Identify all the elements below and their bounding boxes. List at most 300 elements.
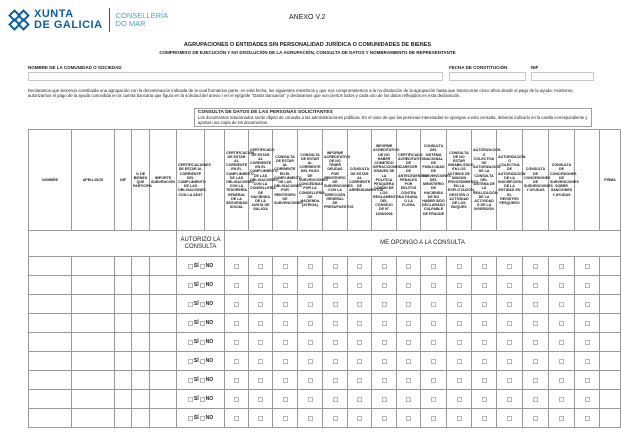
- oppose-checkbox-cell: [472, 295, 497, 314]
- oppose-checkbox-cell: [497, 333, 523, 352]
- col-consult-5: CONSULTA DE ESTAR AL CORRIENTE EN EL CUMPLIMIENTO DE LAS OBLIGACIONES POR REINTEGRO DE SUBVENCIONES: [273, 130, 298, 231]
- oppose-checkbox[interactable]: [533, 264, 538, 269]
- oppose-checkbox[interactable]: [357, 397, 362, 402]
- oppose-checkbox-cell: [472, 371, 497, 390]
- oppose-checkbox-cell: [273, 390, 298, 409]
- member-field-cell[interactable]: [115, 314, 132, 333]
- oppose-checkbox[interactable]: [559, 302, 564, 307]
- oppose-checkbox[interactable]: [533, 378, 538, 383]
- col-consult-8: CONSULTA DE ESTAR AL CORRIENTE DE ARRENDAMIENTOS: [348, 130, 372, 231]
- oppose-checkbox[interactable]: [559, 416, 564, 421]
- member-field-cell[interactable]: [132, 333, 150, 352]
- table-row: [29, 295, 621, 314]
- no-label: NO: [205, 338, 214, 345]
- form-subtitle: COMPROMISO DE EJECUCIÓN Y NO DISOLUCIÓN DE LA AGRUPACIÓN, CONSULTA DE DATOS Y NOMBRAMIENTO DE REPRESENTANTE: [159, 50, 456, 55]
- oppose-checkbox[interactable]: [308, 359, 313, 364]
- oppose-checkbox[interactable]: [333, 378, 338, 383]
- oppose-checkbox[interactable]: [283, 283, 288, 288]
- member-field-cell[interactable]: [72, 276, 115, 295]
- no-checkbox[interactable]: [200, 321, 205, 326]
- oppose-checkbox-cell: [372, 409, 397, 428]
- oppose-checkbox-cell: [600, 333, 621, 352]
- oppose-checkbox-cell: [497, 371, 523, 390]
- oppose-checkbox-cell: [575, 409, 600, 428]
- oppose-checkbox-cell: [372, 257, 397, 276]
- oppose-checkbox-cell: [372, 352, 397, 371]
- oppose-checkbox[interactable]: [482, 416, 487, 421]
- table-row: [29, 314, 621, 333]
- oppose-checkbox-cell: [348, 409, 372, 428]
- oppose-checkbox-cell: [397, 390, 421, 409]
- oppose-checkbox[interactable]: [482, 302, 487, 307]
- oppose-checkbox[interactable]: [357, 359, 362, 364]
- oppose-checkbox[interactable]: [507, 378, 512, 383]
- oppose-checkbox[interactable]: [457, 378, 462, 383]
- oppose-checkbox[interactable]: [585, 302, 590, 307]
- oppose-checkbox[interactable]: [333, 302, 338, 307]
- oppose-checkbox[interactable]: [406, 340, 411, 345]
- oppose-checkbox[interactable]: [431, 302, 436, 307]
- oppose-checkbox-cell: [273, 276, 298, 295]
- oppose-checkbox[interactable]: [382, 321, 387, 326]
- oppose-checkbox[interactable]: [507, 302, 512, 307]
- oppose-checkbox-cell: [447, 276, 472, 295]
- oppose-checkbox[interactable]: [457, 283, 462, 288]
- oppose-checkbox[interactable]: [406, 378, 411, 383]
- oppose-checkbox-cell: [323, 352, 348, 371]
- oppose-checkbox[interactable]: [559, 397, 564, 402]
- oppose-checkbox[interactable]: [533, 397, 538, 402]
- member-field-cell[interactable]: [29, 314, 72, 333]
- oppose-checkbox[interactable]: [507, 340, 512, 345]
- oppose-checkbox[interactable]: [357, 283, 362, 288]
- oppose-checkbox[interactable]: [482, 321, 487, 326]
- oppose-checkbox[interactable]: [382, 397, 387, 402]
- consent-description: Los documentos relacionados serán objeto de consulta a las administraciones públicas. En el caso de que las personas interesadas se opongan a esta consulta, deberán indicarlo en la casilla correspondiente y aportar una copia de los documentos.: [198, 115, 588, 125]
- member-field-cell[interactable]: [29, 295, 72, 314]
- member-field-cell[interactable]: [115, 409, 132, 428]
- oppose-checkbox-cell: [497, 409, 523, 428]
- oppose-checkbox-cell: [225, 409, 249, 428]
- member-field-cell[interactable]: [72, 257, 115, 276]
- no-label: NO: [205, 262, 214, 269]
- member-field-cell[interactable]: [132, 295, 150, 314]
- oppose-checkbox-cell: [298, 333, 323, 352]
- oppose-checkbox-cell: [421, 333, 447, 352]
- member-field-cell[interactable]: [29, 257, 72, 276]
- oppose-checkbox[interactable]: [507, 397, 512, 402]
- member-field-cell[interactable]: [115, 352, 132, 371]
- member-field-cell[interactable]: [150, 371, 177, 390]
- oppose-checkbox[interactable]: [308, 264, 313, 269]
- oppose-checkbox-cell: [472, 409, 497, 428]
- member-field-cell[interactable]: [115, 295, 132, 314]
- oppose-checkbox[interactable]: [559, 378, 564, 383]
- oppose-checkbox-cell: [323, 333, 348, 352]
- oppose-checkbox[interactable]: [382, 359, 387, 364]
- oppose-checkbox[interactable]: [457, 264, 462, 269]
- oppose-checkbox[interactable]: [457, 397, 462, 402]
- member-field-cell[interactable]: [29, 276, 72, 295]
- oppose-checkbox-cell: [549, 295, 575, 314]
- oppose-checkbox[interactable]: [457, 416, 462, 421]
- member-field-cell[interactable]: [150, 276, 177, 295]
- col-amount: IMPORTE SUBVENCIÓN: [150, 130, 177, 231]
- member-field-cell[interactable]: [132, 314, 150, 333]
- yes-checkbox[interactable]: [188, 397, 193, 402]
- member-field-cell[interactable]: [150, 409, 177, 428]
- department-line1: CONSELLERÍA: [115, 10, 169, 20]
- form-header: [0, 0, 615, 55]
- oppose-checkbox[interactable]: [406, 283, 411, 288]
- yes-checkbox[interactable]: [188, 378, 193, 383]
- oppose-checkbox-cell: [549, 371, 575, 390]
- oppose-checkbox[interactable]: [333, 416, 338, 421]
- oppose-checkbox[interactable]: [382, 302, 387, 307]
- member-field-cell[interactable]: [132, 409, 150, 428]
- oppose-checkbox-cell: [472, 352, 497, 371]
- oppose-checkbox-cell: [421, 371, 447, 390]
- oppose-checkbox[interactable]: [283, 416, 288, 421]
- oppose-checkbox[interactable]: [585, 416, 590, 421]
- oppose-checkbox[interactable]: [457, 359, 462, 364]
- oppose-checkbox[interactable]: [234, 378, 239, 383]
- oppose-checkbox[interactable]: [406, 302, 411, 307]
- oppose-checkbox-cell: [421, 352, 447, 371]
- oppose-checkbox[interactable]: [431, 359, 436, 364]
- oppose-checkbox[interactable]: [482, 378, 487, 383]
- oppose-checkbox[interactable]: [283, 359, 288, 364]
- member-field-cell[interactable]: [72, 352, 115, 371]
- oppose-checkbox[interactable]: [258, 397, 263, 402]
- member-field-cell[interactable]: [72, 295, 115, 314]
- oppose-checkbox[interactable]: [308, 378, 313, 383]
- oppose-checkbox[interactable]: [308, 302, 313, 307]
- oppose-checkbox-cell: [372, 390, 397, 409]
- oppose-checkbox[interactable]: [333, 340, 338, 345]
- oppose-checkbox[interactable]: [585, 321, 590, 326]
- oppose-checkbox[interactable]: [406, 321, 411, 326]
- oppose-checkbox[interactable]: [482, 340, 487, 345]
- oppose-checkbox-cell: [348, 352, 372, 371]
- oppose-checkbox-cell: [497, 390, 523, 409]
- constitution-date-field[interactable]: [449, 72, 526, 81]
- oppose-checkbox-cell: [575, 295, 600, 314]
- oppose-checkbox[interactable]: [283, 340, 288, 345]
- oppose-checkbox[interactable]: [234, 264, 239, 269]
- col-nombre: NOMBRE: [29, 130, 72, 231]
- member-field-cell[interactable]: [115, 257, 132, 276]
- no-checkbox[interactable]: [200, 378, 205, 383]
- oppose-checkbox-cell: [421, 390, 447, 409]
- oppose-checkbox-cell: [372, 276, 397, 295]
- oppose-checkbox[interactable]: [507, 283, 512, 288]
- col-apellidos: APELLIDOS: [72, 130, 115, 231]
- oppose-checkbox[interactable]: [482, 264, 487, 269]
- oppose-checkbox-cell: [497, 314, 523, 333]
- oppose-checkbox-cell: [397, 295, 421, 314]
- oppose-checkbox-cell: [249, 352, 273, 371]
- oppose-checkbox[interactable]: [234, 321, 239, 326]
- oppose-checkbox[interactable]: [258, 321, 263, 326]
- member-field-cell[interactable]: [150, 257, 177, 276]
- oppose-checkbox[interactable]: [559, 283, 564, 288]
- oppose-checkbox[interactable]: [585, 283, 590, 288]
- no-checkbox[interactable]: [200, 302, 205, 307]
- oppose-checkbox[interactable]: [234, 302, 239, 307]
- oppose-checkbox[interactable]: [507, 416, 512, 421]
- oppose-checkbox[interactable]: [382, 283, 387, 288]
- member-field-cell[interactable]: [115, 390, 132, 409]
- community-name-field[interactable]: [28, 72, 443, 81]
- oppose-checkbox-cell: [447, 371, 472, 390]
- oppose-checkbox[interactable]: [482, 397, 487, 402]
- oppose-checkbox-cell: [273, 409, 298, 428]
- oppose-checkbox-cell: [348, 276, 372, 295]
- authorize-cell: [177, 390, 225, 409]
- member-field-cell[interactable]: [132, 276, 150, 295]
- oppose-checkbox[interactable]: [308, 321, 313, 326]
- oppose-checkbox[interactable]: [308, 397, 313, 402]
- oppose-checkbox-cell: [249, 295, 273, 314]
- oppose-checkbox[interactable]: [533, 340, 538, 345]
- oppose-checkbox[interactable]: [559, 264, 564, 269]
- oppose-checkbox[interactable]: [333, 321, 338, 326]
- yes-checkbox[interactable]: [188, 359, 193, 364]
- oppose-checkbox[interactable]: [283, 378, 288, 383]
- no-checkbox[interactable]: [200, 283, 205, 288]
- member-field-cell[interactable]: [132, 371, 150, 390]
- member-field-cell[interactable]: [150, 333, 177, 352]
- oppose-checkbox[interactable]: [457, 321, 462, 326]
- oppose-checkbox[interactable]: [585, 378, 590, 383]
- oppose-checkbox-cell: [472, 390, 497, 409]
- oppose-checkbox-cell: [421, 276, 447, 295]
- oppose-checkbox[interactable]: [559, 340, 564, 345]
- member-field-cell[interactable]: [29, 352, 72, 371]
- declaration-text: Declaramos que tenemos constituida una agrupación con la denominación indicada de la cual formamos parte, en esta fecha, los siguientes miembros y que nos comprometemos a la no disolución de la agrupación hasta que transcurran cinco años desde el pago de la ayuda. Asimismo, autorizamos el pago de la ayuda concedida en la cuenta bancaria que figura en la solicitud del anexo I en el epígrafe "Datos bancarios" y declaramos que son ciertos todos y cada uno de los datos reflejados en esta declaración.: [28, 88, 574, 99]
- oppose-checkbox-cell: [298, 390, 323, 409]
- oppose-checkbox-cell: [575, 314, 600, 333]
- oppose-checkbox[interactable]: [533, 302, 538, 307]
- member-field-cell[interactable]: [150, 295, 177, 314]
- yes-checkbox[interactable]: [188, 416, 193, 421]
- oppose-checkbox-cell: [472, 314, 497, 333]
- oppose-checkbox-cell: [348, 295, 372, 314]
- oppose-checkbox[interactable]: [406, 264, 411, 269]
- oppose-checkbox-cell: [575, 390, 600, 409]
- oppose-checkbox[interactable]: [431, 321, 436, 326]
- oppose-checkbox[interactable]: [533, 359, 538, 364]
- oppose-checkbox-cell: [348, 333, 372, 352]
- member-field-cell[interactable]: [29, 371, 72, 390]
- yes-checkbox[interactable]: [188, 283, 193, 288]
- oppose-checkbox[interactable]: [258, 378, 263, 383]
- no-checkbox[interactable]: [200, 359, 205, 364]
- oppose-checkbox[interactable]: [585, 359, 590, 364]
- authorize-options: [177, 378, 224, 383]
- oppose-checkbox[interactable]: [357, 302, 362, 307]
- oppose-checkbox[interactable]: [258, 359, 263, 364]
- oppose-checkbox[interactable]: [333, 359, 338, 364]
- oppose-checkbox-cell: [273, 295, 298, 314]
- oppose-checkbox-cell: [273, 352, 298, 371]
- xunta-cross-icon: [8, 9, 30, 31]
- oppose-checkbox[interactable]: [357, 416, 362, 421]
- oppose-checkbox[interactable]: [406, 397, 411, 402]
- member-field-cell[interactable]: [150, 352, 177, 371]
- col-consult-aeat: CERTIFICACIONES DE ESTAR AL CORRIENTE DEL CUMPLIMIENTO DE LAS OBLIGACIONES CON LA AEAT: [177, 130, 205, 231]
- no-checkbox[interactable]: [200, 340, 205, 345]
- oppose-checkbox-cell: [348, 257, 372, 276]
- oppose-checkbox[interactable]: [585, 397, 590, 402]
- oppose-checkbox[interactable]: [283, 397, 288, 402]
- oppose-checkbox[interactable]: [234, 340, 239, 345]
- member-field-cell[interactable]: [29, 333, 72, 352]
- oppose-checkbox[interactable]: [308, 340, 313, 345]
- oppose-checkbox[interactable]: [406, 359, 411, 364]
- oppose-checkbox-cell: [225, 352, 249, 371]
- oppose-checkbox-cell: [323, 390, 348, 409]
- member-field-cell[interactable]: [150, 314, 177, 333]
- oppose-checkbox[interactable]: [507, 264, 512, 269]
- no-label: NO: [205, 376, 214, 383]
- authorize-cell: [177, 257, 225, 276]
- oppose-checkbox[interactable]: [234, 359, 239, 364]
- oppose-checkbox[interactable]: [258, 340, 263, 345]
- oppose-checkbox[interactable]: [585, 264, 590, 269]
- member-field-cell[interactable]: [29, 409, 72, 428]
- oppose-checkbox[interactable]: [431, 283, 436, 288]
- member-field-cell[interactable]: [72, 371, 115, 390]
- oppose-checkbox[interactable]: [308, 416, 313, 421]
- oppose-checkbox-cell: [323, 409, 348, 428]
- yes-checkbox[interactable]: [188, 302, 193, 307]
- no-checkbox[interactable]: [200, 397, 205, 402]
- member-field-cell[interactable]: [150, 390, 177, 409]
- oppose-checkbox[interactable]: [333, 283, 338, 288]
- oppose-checkbox[interactable]: [457, 340, 462, 345]
- yes-checkbox[interactable]: [188, 340, 193, 345]
- oppose-checkbox[interactable]: [357, 378, 362, 383]
- oppose-checkbox[interactable]: [382, 340, 387, 345]
- nif-field[interactable]: [531, 72, 594, 81]
- member-field-cell[interactable]: [72, 314, 115, 333]
- oppose-checkbox[interactable]: [559, 321, 564, 326]
- oppose-checkbox[interactable]: [406, 416, 411, 421]
- oppose-checkbox[interactable]: [308, 283, 313, 288]
- member-field-cell[interactable]: [132, 257, 150, 276]
- table-row: [29, 276, 621, 295]
- oppose-checkbox-cell: [447, 257, 472, 276]
- oppose-label: ME OPONGO A LA CONSULTA: [225, 231, 621, 257]
- member-field-cell[interactable]: [29, 390, 72, 409]
- oppose-checkbox-cell: [472, 333, 497, 352]
- oppose-checkbox[interactable]: [431, 264, 436, 269]
- oppose-checkbox[interactable]: [482, 283, 487, 288]
- oppose-checkbox-cell: [249, 371, 273, 390]
- community-name-label: NOMBRE DE LA COMUNIDAD O SOCIEDAD: [28, 65, 122, 70]
- oppose-checkbox[interactable]: [283, 321, 288, 326]
- oppose-checkbox[interactable]: [333, 397, 338, 402]
- oppose-checkbox[interactable]: [559, 359, 564, 364]
- oppose-checkbox[interactable]: [457, 302, 462, 307]
- oppose-checkbox[interactable]: [357, 264, 362, 269]
- col-consult-10: CERTIFICADO ACREDITATIVO DE CARECER DE ANTECEDENTES PENALES POR DELITOS CONTRA LA FAUNA O LA FLORA: [397, 130, 421, 231]
- oppose-checkbox[interactable]: [258, 302, 263, 307]
- oppose-checkbox[interactable]: [283, 302, 288, 307]
- oppose-checkbox[interactable]: [585, 340, 590, 345]
- oppose-checkbox[interactable]: [533, 416, 538, 421]
- member-field-cell[interactable]: [115, 333, 132, 352]
- oppose-checkbox[interactable]: [258, 264, 263, 269]
- oppose-checkbox[interactable]: [234, 283, 239, 288]
- authorize-options: [177, 302, 224, 307]
- oppose-checkbox[interactable]: [533, 283, 538, 288]
- oppose-checkbox[interactable]: [333, 264, 338, 269]
- annex-label: ANEXO V.2: [289, 14, 326, 21]
- col-consult-4: CERTIFICADO DE ESTAR AL CORRIENTE EN EL CUMPLIMIENTO DE LAS OBLIGACIONES CON LA CONSELLERÍA DE HACIENDA DE LA XUNTA DE GALICIA: [249, 130, 273, 231]
- oppose-checkbox[interactable]: [258, 283, 263, 288]
- oppose-checkbox-cell: [372, 295, 397, 314]
- oppose-checkbox-cell: [549, 314, 575, 333]
- oppose-checkbox[interactable]: [482, 359, 487, 364]
- oppose-checkbox[interactable]: [533, 321, 538, 326]
- member-field-cell[interactable]: [132, 390, 150, 409]
- oppose-checkbox-cell: [523, 352, 549, 371]
- oppose-checkbox[interactable]: [258, 416, 263, 421]
- no-checkbox[interactable]: [200, 264, 205, 269]
- col-consult-11: CONSULTA DEL SISTEMA NACIONAL DE PUBLICIDAD DE SUBVENCIONES DEL MINISTERIO DE HACIENDA DE NO HABER SIDO DECLARADO CULPABLE DE FRAUDE: [421, 130, 447, 231]
- oppose-checkbox[interactable]: [431, 397, 436, 402]
- yes-checkbox[interactable]: [188, 264, 193, 269]
- oppose-checkbox[interactable]: [234, 397, 239, 402]
- no-checkbox[interactable]: [200, 416, 205, 421]
- member-field-cell[interactable]: [72, 333, 115, 352]
- oppose-checkbox[interactable]: [507, 359, 512, 364]
- member-field-cell[interactable]: [132, 352, 150, 371]
- oppose-checkbox-cell: [323, 276, 348, 295]
- oppose-checkbox[interactable]: [382, 378, 387, 383]
- member-field-cell[interactable]: [115, 276, 132, 295]
- oppose-checkbox-cell: [298, 352, 323, 371]
- oppose-checkbox[interactable]: [431, 378, 436, 383]
- col-consult-7: INFORME ACREDITATIVO DE NO TENER DEUDAS POR REINTEGRO DE SUBVENCIONES CON LA DIRECCIÓN GENERAL DE PRESUPUESTOS: [323, 130, 348, 231]
- oppose-checkbox-cell: [575, 276, 600, 295]
- oppose-checkbox[interactable]: [357, 340, 362, 345]
- member-field-cell[interactable]: [72, 390, 115, 409]
- oppose-checkbox[interactable]: [431, 416, 436, 421]
- oppose-checkbox[interactable]: [431, 340, 436, 345]
- yes-checkbox[interactable]: [188, 321, 193, 326]
- oppose-checkbox[interactable]: [357, 321, 362, 326]
- oppose-checkbox-cell: [549, 409, 575, 428]
- oppose-checkbox-cell: [421, 409, 447, 428]
- oppose-checkbox-cell: [298, 409, 323, 428]
- col-consult-6: CONSULTA DE ESTAR AL CORRIENTE DEL PAGO DE SUBVENCIONES CONCEDIDAS POR LA CONSELLERÍA DE HACIENDA (ATRIGA): [298, 130, 323, 231]
- authorize-cell: [177, 314, 225, 333]
- oppose-checkbox[interactable]: [382, 264, 387, 269]
- member-field-cell[interactable]: [115, 371, 132, 390]
- member-field-cell[interactable]: [72, 409, 115, 428]
- oppose-checkbox[interactable]: [283, 264, 288, 269]
- oppose-checkbox[interactable]: [507, 321, 512, 326]
- oppose-checkbox[interactable]: [382, 416, 387, 421]
- oppose-checkbox-cell: [397, 371, 421, 390]
- authorize-cell: [177, 371, 225, 390]
- oppose-checkbox-cell: [397, 352, 421, 371]
- oppose-checkbox[interactable]: [234, 416, 239, 421]
